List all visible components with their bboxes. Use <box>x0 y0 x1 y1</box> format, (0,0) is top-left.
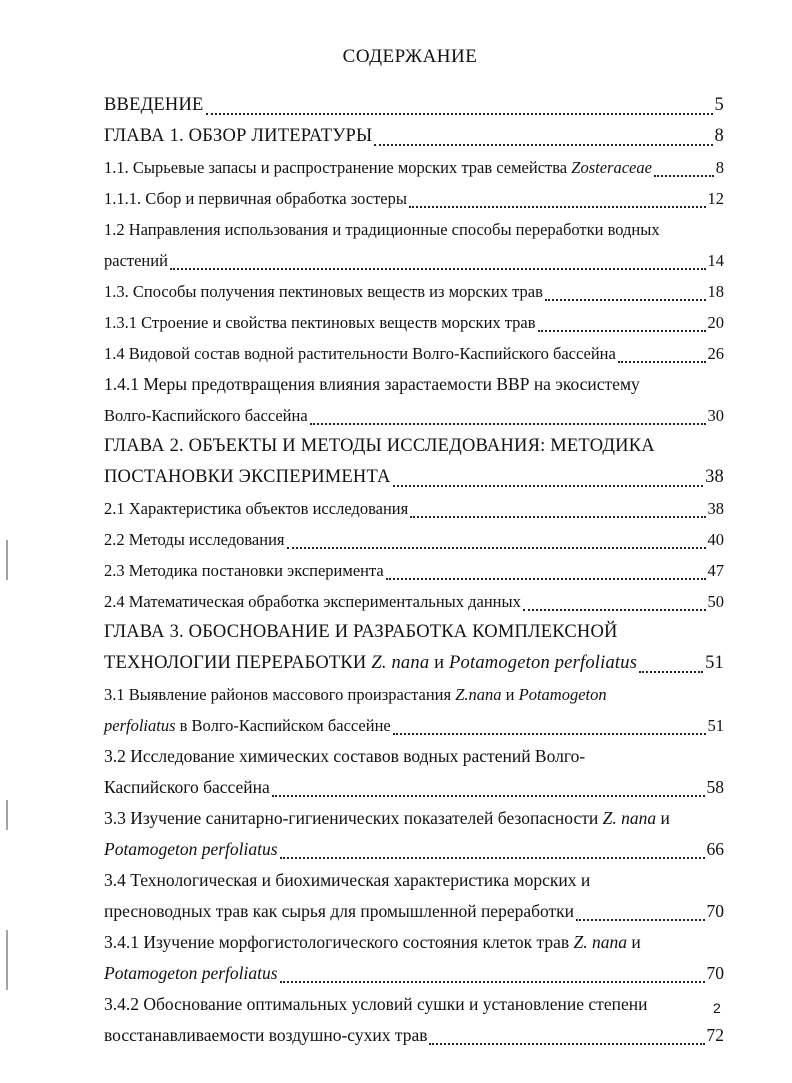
toc-entry-page: 20 <box>707 313 724 332</box>
toc-title-part: ПОСТАНОВКИ ЭКСПЕРИМЕНТА <box>104 467 391 487</box>
toc-leader-dots <box>410 502 705 518</box>
toc-title-part: и <box>656 808 670 828</box>
toc-entry-page: 51 <box>705 653 724 673</box>
toc-leader-dots <box>393 719 706 735</box>
toc-entry <box>104 834 724 865</box>
scan-margin-mark <box>6 540 8 580</box>
toc-title-part: 3.3 Изучение санитарно-гигиенических показателей безопасности <box>104 808 603 828</box>
toc-entry-title <box>104 989 647 1020</box>
toc-entry-title <box>104 865 590 896</box>
toc-title-italic-part: Zosteraceae <box>571 158 652 177</box>
scan-margin-mark <box>6 800 8 830</box>
page-number: 2 <box>713 1000 721 1016</box>
toc-title-italic-part: Z.nana <box>455 685 502 704</box>
toc-title-part: 3.4.1 Изучение морфогистологического состояния клеток трав <box>104 932 574 952</box>
toc-entry <box>104 617 724 648</box>
toc-entry <box>104 586 724 617</box>
toc-entry-page: 70 <box>706 963 724 983</box>
toc-title-part: 3.1 Выявление районов массового произрастания <box>104 685 456 704</box>
toc-title-part: растений <box>104 251 168 270</box>
toc-entry-title <box>104 958 278 989</box>
toc-entry-title <box>104 214 660 245</box>
toc-entry-page: 58 <box>706 777 724 797</box>
toc-title-part: восстанавливаемости воздушно-сухих трав <box>104 1025 428 1045</box>
toc-title-part: и <box>627 932 641 952</box>
toc-entry-title <box>104 152 652 183</box>
toc-title-part: 2.2 Методы исследования <box>104 530 285 549</box>
toc-entry-page: 12 <box>707 189 724 208</box>
toc-entry-title <box>104 307 536 338</box>
toc-title-part: и <box>501 685 519 704</box>
toc-leader-dots <box>409 192 706 208</box>
toc-title-part: 3.4 Технологическая и биохимическая характеристика морских и <box>104 870 591 890</box>
toc-entry-page: 14 <box>707 251 724 270</box>
toc-title-part: 2.3 Методика постановки эксперимента <box>104 561 384 580</box>
toc-entry <box>104 307 724 338</box>
toc-title-part: ГЛАВА 1. ОБЗОР ЛИТЕРАТУРЫ <box>104 126 373 146</box>
toc-entry <box>104 121 724 152</box>
toc-entry-title <box>104 493 408 524</box>
toc-leader-dots <box>576 905 704 921</box>
toc-title-part: 1.2 Направления использования и традиционные способы переработки водных <box>104 220 660 239</box>
toc-entry-title <box>104 896 574 927</box>
toc-entry <box>104 214 724 245</box>
toc-entry-title <box>104 555 384 586</box>
toc-title-part: 1.4.1 Меры предотвращения влияния зарастаемости ВВР на экосистему <box>104 374 640 394</box>
toc-entry-page: 50 <box>707 592 724 611</box>
toc-entry-page: 26 <box>707 344 724 363</box>
toc-entry <box>104 183 724 214</box>
toc-entry-page: 72 <box>706 1025 724 1045</box>
toc-entry-title <box>104 462 391 493</box>
toc-entry <box>104 555 724 586</box>
toc-entry <box>104 400 724 431</box>
toc-leader-dots <box>639 657 703 673</box>
toc-title-part: Каспийского бассейна <box>104 777 270 797</box>
toc-entry-page: 30 <box>707 406 724 425</box>
toc-entry <box>104 803 724 834</box>
toc-entry-title <box>104 772 270 803</box>
toc-title-italic-part: Potamogeton perfoliatus <box>449 653 638 673</box>
toc-title-part: Волго-Каспийского бассейна <box>104 406 308 425</box>
toc-title-italic-part: Z. nana <box>602 808 657 828</box>
toc-title-part: 2.1 Характеристика объектов исследования <box>104 499 409 518</box>
toc-title-italic-part: Potamogeton perfoliatus <box>104 839 278 859</box>
toc-entry <box>104 958 724 989</box>
toc-entry-title <box>104 524 285 555</box>
toc-entry-page: 8 <box>714 126 724 146</box>
toc-entry-title <box>104 90 204 121</box>
toc-entry-title <box>104 927 641 958</box>
toc-leader-dots <box>280 967 705 983</box>
toc-entry <box>104 369 724 400</box>
toc-leader-dots <box>280 843 705 859</box>
toc-entry <box>104 741 724 772</box>
toc-entry-title <box>104 276 543 307</box>
toc-title-part: ВВЕДЕНИЕ <box>104 95 204 115</box>
toc-title-italic-part: perfoliatus <box>104 716 176 735</box>
toc-leader-dots <box>386 564 706 580</box>
toc-title-part: 3.4.2 Обоснование оптимальных условий сушки и установление степени <box>104 994 648 1014</box>
toc-entry-page: 8 <box>715 158 724 177</box>
toc-entry <box>104 152 724 183</box>
toc-entry-page: 70 <box>706 901 724 921</box>
toc-entry-title <box>104 834 278 865</box>
toc-entry <box>104 927 724 958</box>
toc-leader-dots <box>393 471 703 487</box>
toc-leader-dots <box>523 595 706 611</box>
toc-title-part: 2.4 Математическая обработка экспериментальных данных <box>104 592 521 611</box>
toc-leader-dots <box>272 781 705 797</box>
toc-entry-title <box>104 400 308 431</box>
toc-entry-title <box>104 741 585 772</box>
toc-entry-page: 5 <box>714 95 724 115</box>
toc-title-part: ТЕХНОЛОГИИ ПЕРЕРАБОТКИ <box>104 653 372 673</box>
toc-title-part: 1.3.1 Строение и свойства пектиновых веществ морских трав <box>104 313 536 332</box>
toc-title-part: ГЛАВА 3. ОБОСНОВАНИЕ И РАЗРАБОТКА КОМПЛЕКСНОЙ <box>104 622 618 642</box>
toc-entry-page: 38 <box>707 499 724 518</box>
toc-leader-dots <box>545 285 706 301</box>
toc-entry-title <box>104 183 407 214</box>
toc-leader-dots <box>310 409 706 425</box>
toc-entry-title <box>104 431 655 462</box>
toc-entry <box>104 896 724 927</box>
toc-entry-page: 66 <box>706 839 724 859</box>
toc-title-italic-part: Potamogeton perfoliatus <box>104 963 278 983</box>
toc-entry <box>104 245 724 276</box>
toc-entry <box>104 1020 724 1051</box>
toc-entry-title <box>104 369 640 400</box>
toc-leader-dots <box>206 99 713 115</box>
toc-leader-dots <box>374 130 712 146</box>
toc-leader-dots <box>170 254 706 270</box>
toc-entry-page: 18 <box>707 282 724 301</box>
toc-entry <box>104 462 724 493</box>
toc-title-italic-part: Z. nana <box>573 932 627 952</box>
toc-leader-dots <box>287 533 706 549</box>
toc-title-italic-part: Potamogeton <box>518 685 607 704</box>
toc-entry-title <box>104 121 372 152</box>
toc-entry <box>104 276 724 307</box>
toc-title-part: 1.4 Видовой состав водной растительности Волго-Каспийского бассейна <box>104 344 616 363</box>
toc-entry <box>104 431 724 462</box>
toc-entry <box>104 648 724 679</box>
page-title: СОДЕРЖАНИЕ <box>342 46 478 67</box>
toc-entry <box>104 679 724 710</box>
toc-title-part: 1.1. Сырьевые запасы и распространение морских трав семейства <box>104 158 572 177</box>
toc-leader-dots <box>654 161 714 177</box>
toc-entry <box>104 338 724 369</box>
toc-entry <box>104 90 724 121</box>
toc-entry-title <box>104 803 670 834</box>
toc-entry-page: 51 <box>707 716 724 735</box>
toc-title-part: 1.3. Способы получения пектиновых веществ из морских трав <box>104 282 543 301</box>
toc-entry <box>104 524 724 555</box>
toc-entry <box>104 772 724 803</box>
toc-title-italic-part: Z. nana <box>371 653 430 673</box>
toc-title-part: пресноводных трав как сырья для промышленной переработки <box>104 901 575 921</box>
toc-entry-title <box>104 648 637 679</box>
toc-entry <box>104 865 724 896</box>
toc-entry-title <box>104 586 521 617</box>
toc-entry-title <box>104 710 391 741</box>
scan-margin-mark <box>6 930 8 990</box>
toc-entry-title <box>104 1020 427 1051</box>
toc-entry-title <box>104 679 607 710</box>
toc-title-part: 1.1.1. Сбор и первичная обработка зостеры <box>104 189 407 208</box>
toc-entry <box>104 989 724 1020</box>
toc-leader-dots <box>538 316 706 332</box>
table-of-contents <box>104 90 724 1051</box>
toc-entry-page: 38 <box>705 467 724 487</box>
toc-title-part: и <box>429 653 450 673</box>
toc-entry-title <box>104 338 616 369</box>
toc-leader-dots <box>429 1029 704 1045</box>
toc-title-part: ГЛАВА 2. ОБЪЕКТЫ И МЕТОДЫ ИССЛЕДОВАНИЯ: МЕТОДИКА <box>104 436 655 456</box>
toc-entry-page: 47 <box>707 561 724 580</box>
toc-entry-title <box>104 245 168 276</box>
toc-entry-title <box>104 617 618 648</box>
toc-title-part: 3.2 Исследование химических составов водных растений Волго- <box>104 746 586 766</box>
toc-entry <box>104 493 724 524</box>
toc-title-part: в Волго-Каспийском бассейне <box>175 716 391 735</box>
toc-entry-page: 40 <box>707 530 724 549</box>
toc-leader-dots <box>618 347 706 363</box>
toc-entry <box>104 710 724 741</box>
